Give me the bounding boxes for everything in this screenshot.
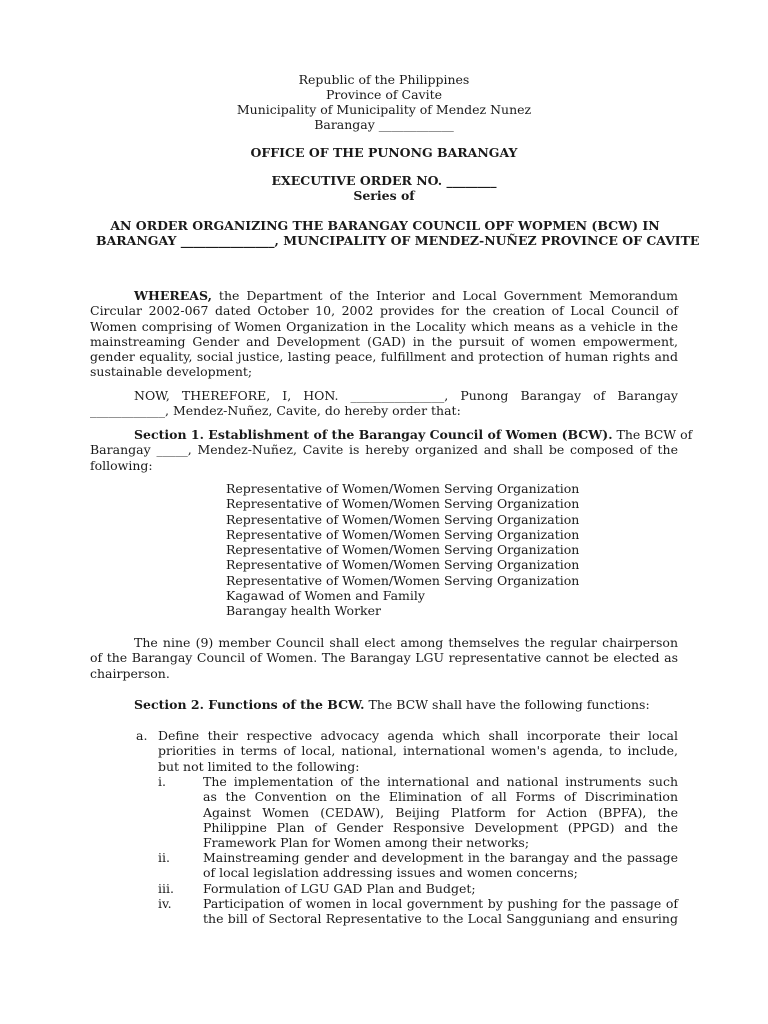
council-text-2: of the Barangay Council of Women. The Barangay LGU representative cannot be elected as [90,650,678,666]
executive-order-series: Series of [353,188,415,203]
council-member: Representative of Women/Women Serving Organization [226,481,580,496]
whereas-paragraph [90,288,678,380]
item-iii-text: Formulation of LGU GAD Plan and Budget; [203,881,476,896]
whereas-text-1: the Department of the Interior and Local Government Memorandum [218,288,678,303]
item-a-text-2: priorities in terms of local, national, international women's agenda, to include, [158,743,678,759]
item-i-text: Philippine Plan of Gender Responsive Development (PPGD) and the [203,819,678,835]
section1-text-3: following: [90,457,153,473]
item-iv-body [203,896,678,927]
section1-text-2: Barangay _____, Mendez-Nuñez, Cavite is hereby organized and shall be composed of the [90,442,678,458]
council-member: Representative of Women/Women Serving Organization [226,496,580,512]
executive-order-number: EXECUTIVE ORDER NO. ________ [271,173,497,188]
item-i-label: i. [158,774,166,789]
whereas-text-2: Circular 2002-067 dated October 10, 2002 provides for the creation of Local Council of [90,303,678,319]
item-i-text: Framework Plan for Women among their networks; [203,835,530,851]
header-municipality: Municipality of Municipality of Mendez Nunez [236,102,532,117]
item-a-text-1: Define their respective advocacy agenda which shall incorporate their local [158,728,678,743]
now-therefore-text-1: NOW, THEREFORE, I, HON. _______________, Punong Barangay of Barangay [134,388,678,403]
whereas-text-3: Women comprising of Women Organization in the Locality which means as a vehicle in the [90,318,678,334]
council-paragraph [90,635,678,681]
item-i-text: The implementation of the international and national instruments such [203,774,678,789]
order-title [96,218,700,249]
order-title-line1: AN ORDER ORGANIZING THE BARANGAY COUNCIL OPF WOPMEN (BCW) IN [110,218,660,233]
council-member: Representative of Women/Women Serving Organization [226,511,580,527]
council-member: Barangay health Worker [226,603,381,619]
council-member: Representative of Women/Women Serving Organization [226,542,580,558]
item-ii-text: of local legislation addressing issues and women concerns; [203,865,578,881]
item-i-text: Against Women (CEDAW), Beijing Platform for Action (BPFA), the [203,804,678,820]
council-text-3: chairperson. [90,665,170,681]
item-iv-text: the bill of Sectoral Representative to the Local Sangguniang and ensuring [203,911,678,927]
now-therefore-paragraph [90,388,678,419]
item-i-text: as the Convention on the Elimination of all Forms of Discrimination [203,789,678,805]
item-iv-text: Participation of women in local government by pushing for the passage of [203,896,678,911]
section1-heading: Section 1. Establishment of the Barangay Council of Women (BCW). [134,427,613,442]
item-iii-label: iii. [158,881,174,896]
item-iii-body [203,881,678,896]
item-ii-text: Mainstreaming gender and development in the barangay and the passage [203,850,678,865]
item-iv-label: iv. [158,896,172,911]
whereas-text-6: sustainable development; [90,364,253,380]
office-title: OFFICE OF THE PUNONG BARANGAY [250,145,518,160]
council-member: Representative of Women/Women Serving Organization [226,557,580,573]
header-barangay: Barangay ____________ [314,117,454,132]
order-title-line2: BARANGAY _______________, MUNCIPALITY OF MENDEZ-NUÑEZ PROVINCE OF CAVITE [96,233,700,249]
item-ii-body [203,850,678,881]
header-republic: Republic of the Philippines [298,72,470,87]
whereas-lead: WHEREAS, [134,288,212,303]
section1-paragraph [90,427,693,473]
council-members-list [226,481,579,619]
now-therefore-text-2: ____________, Mendez-Nuñez, Cavite, do hereby order that: [90,403,461,419]
council-member: Representative of Women/Women Serving Organization [226,572,580,588]
council-member: Representative of Women/Women Serving Organization [226,526,580,542]
section2-heading: Section 2. Functions of the BCW. [134,697,365,712]
section1-text-1: The BCW of [616,427,693,442]
section2-paragraph [90,697,678,712]
item-a-text-3: but not limited to the following: [158,758,360,774]
item-a-label: a. [136,728,148,743]
header-province: Province of Cavite [325,87,442,102]
item-i-body [203,774,678,850]
section2-text: The BCW shall have the following functions: [368,697,650,712]
council-member: Kagawad of Women and Family [226,588,425,604]
item-a-body [158,728,678,774]
item-ii-label: ii. [158,850,170,865]
whereas-text-5: gender equality, social justice, lasting peace, fulfillment and protection of human rights and [90,349,678,365]
council-text-1: The nine (9) member Council shall elect among themselves the regular chairperson [134,635,678,650]
whereas-text-4: mainstreaming Gender and Development (GAD) in the pursuit of women empowerment, [90,333,678,349]
